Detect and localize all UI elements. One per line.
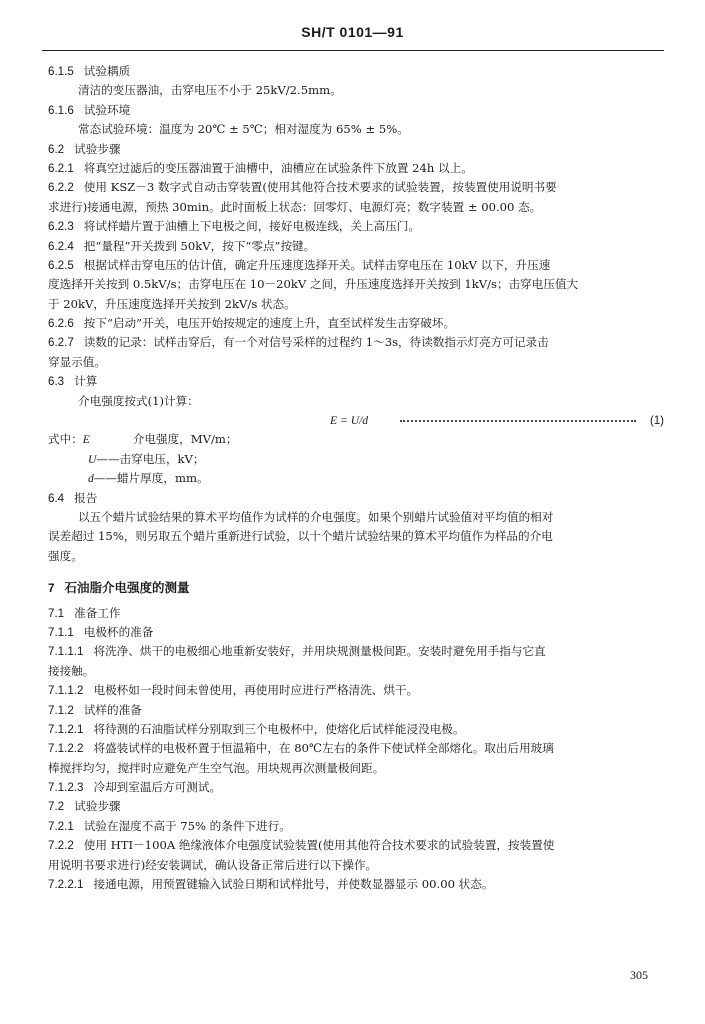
section-6-1-5-heading: 6.1.5 试验耦质: [48, 64, 131, 78]
section-6-1-6-heading: 6.1.6 试验环境: [48, 102, 131, 117]
section-6-2-2-line1: 6.2.2 使用 KSZ－3 数字式自动击穿装置(使用其他符合技术要求的试验装置，按装置使用说明书要: [48, 180, 557, 195]
section-7-1-1-1-line2: 接接触。: [48, 663, 95, 678]
section-6-3-heading: 6.3 计算: [48, 374, 98, 389]
section-7-1-1-2: 7.1.1.2 电极杯如一段时间未曾使用，再使用时应进行严格清洗、烘干。: [48, 683, 419, 698]
section-6-2-5-line3: 于 20kV，升压速度选择开关按到 2kV/s 状态。: [48, 296, 296, 311]
where-line-1: 式中：E 介电强度，MV/m；: [48, 432, 238, 447]
section-7-1-1-heading: 7.1.1 电极杯的准备: [48, 624, 154, 639]
section-6-4-line3: 强度。: [48, 548, 83, 563]
section-6-2-7-line1: 6.2.7 读数的记录：试样击穿后，有一个对信号采样的过程约 1～3s，待读数指示灯亮方可记录击: [48, 335, 549, 350]
section-6-2-heading: 6.2 试验步骤: [48, 141, 121, 156]
section-6-1-5-text: 清洁的变压器油，击穿电压不小于 25kV/2.5mm。: [78, 83, 342, 98]
page-header: SH/T 0101—91: [301, 24, 404, 40]
section-7-2-1: 7.2.1 试验在湿度不高于 75% 的条件下进行。: [48, 818, 291, 833]
section-6-2-5-line2: 度选择开关按到 0.5kV/s；击穿电压在 10－20kV 之间，升压速度选择开关按到 1kV/s；击穿电压值大: [48, 277, 579, 292]
document-body: [48, 62, 664, 894]
formula-1: [48, 411, 664, 430]
section-6-2-7-line2: 穿显示值。: [48, 354, 106, 369]
equation-number: (1): [649, 414, 664, 428]
section-6-4-line1: 以五个蜡片试验结果的算术平均值作为试样的介电强度。如果个别蜡片试验值对平均值的相对: [78, 509, 554, 524]
where-line-2: U——击穿电压，kV；: [88, 451, 205, 466]
where-line-3: d——蜡片厚度，mm。: [88, 471, 209, 486]
section-7-1-heading: 7.1 准备工作: [48, 605, 121, 620]
chapter-7-heading: 7 石油脂介电强度的测量: [48, 580, 190, 596]
section-7-2-2-1: 7.2.2.1 接通电源，用预置键输入试验日期和试样批号，并使数显器显示 00.00 状态。: [48, 877, 494, 892]
header-rule: [42, 50, 664, 51]
section-7-2-heading: 7.2 试验步骤: [48, 799, 121, 814]
section-6-3-intro: 介电强度按式(1)计算：: [78, 393, 199, 408]
section-7-1-2-2-line1: 7.1.2.2 将盛装试样的电极杯置于恒温箱中，在 80℃左右的条件下使试样全部熔化。取出后用玻璃: [48, 741, 554, 756]
section-6-1-6-text: 常态试验环境：温度为 20℃ ± 5℃；相对湿度为 65% ± 5%。: [78, 122, 409, 137]
section-7-1-2-heading: 7.1.2 试样的准备: [48, 702, 142, 717]
formula-leader-dots: [400, 420, 636, 422]
section-6-2-1: 6.2.1 将真空过滤后的变压器油置于油槽中，油槽应在试验条件下放置 24h 以上。: [48, 160, 473, 175]
section-7-1-2-3: 7.1.2.3 冷却到室温后方可测试。: [48, 780, 222, 795]
section-6-2-6: 6.2.6 按下“启动”开关，电压开始按规定的速度上升，直至试样发生击穿破坏。: [48, 316, 456, 331]
section-6-2-3: 6.2.3 将试样蜡片置于油槽上下电极之间，接好电极连线，关上高压门。: [48, 219, 421, 234]
section-6-2-2-line2: 求进行)接通电源，预热 30min。此时面板上状态：回零灯、电源灯亮；数字装置 ± 00.00 态。: [48, 199, 542, 214]
section-7-2-2-line1: 7.2.2 使用 HTI－100A 绝缘液体介电强度试验装置(使用其他符合技术要求的试验装置，按装置使: [48, 838, 555, 853]
page-number: 305: [630, 968, 648, 982]
section-6-4-line2: 误差超过 15%，则另取五个蜡片重新进行试验，以十个蜡片试验结果的算术平均值作为样品的介电: [48, 529, 553, 544]
section-6-2-4: 6.2.4 把“量程”开关拨到 50kV，按下“零点”按键。: [48, 238, 316, 253]
section-6-4-heading: 6.4 报告: [48, 490, 98, 505]
section-6-2-5-line1: 6.2.5 根据试样击穿电压的估计值，确定升压速度选择开关。试样击穿电压在 10kV 以下，升压速: [48, 257, 551, 272]
formula-expression: E = U/d: [330, 414, 369, 428]
section-7-2-2-line2: 用说明书要求进行)经安装调试，确认设备正常后进行以下操作。: [48, 857, 378, 872]
section-7-1-2-2-line2: 棒搅拌均匀，搅拌时应避免产生空气泡。用块规再次测量极间距。: [48, 760, 385, 775]
section-7-1-1-1-line1: 7.1.1.1 将洗净、烘干的电极细心地重新安装好，并用块规测量极间距。安装时避免用手指与它直: [48, 644, 546, 659]
section-7-1-2-1: 7.1.2.1 将待测的石油脂试样分别取到三个电极杯中，使熔化后试样能浸没电极。: [48, 721, 465, 736]
